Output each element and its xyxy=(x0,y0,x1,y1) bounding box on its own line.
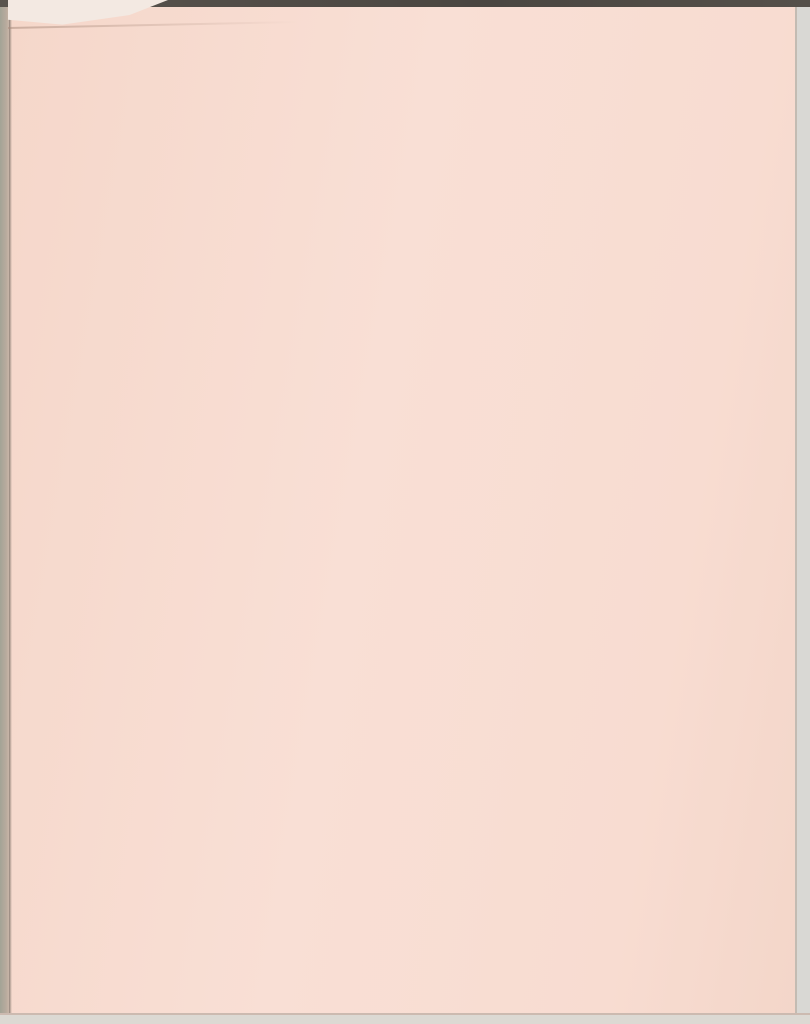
page-right-edge xyxy=(795,0,810,1024)
page-bottom-edge xyxy=(0,1013,810,1024)
page-left-edge-line xyxy=(9,0,12,1024)
magazine-page-paper xyxy=(9,5,797,1017)
page-left-edge-shadow xyxy=(0,0,9,1024)
